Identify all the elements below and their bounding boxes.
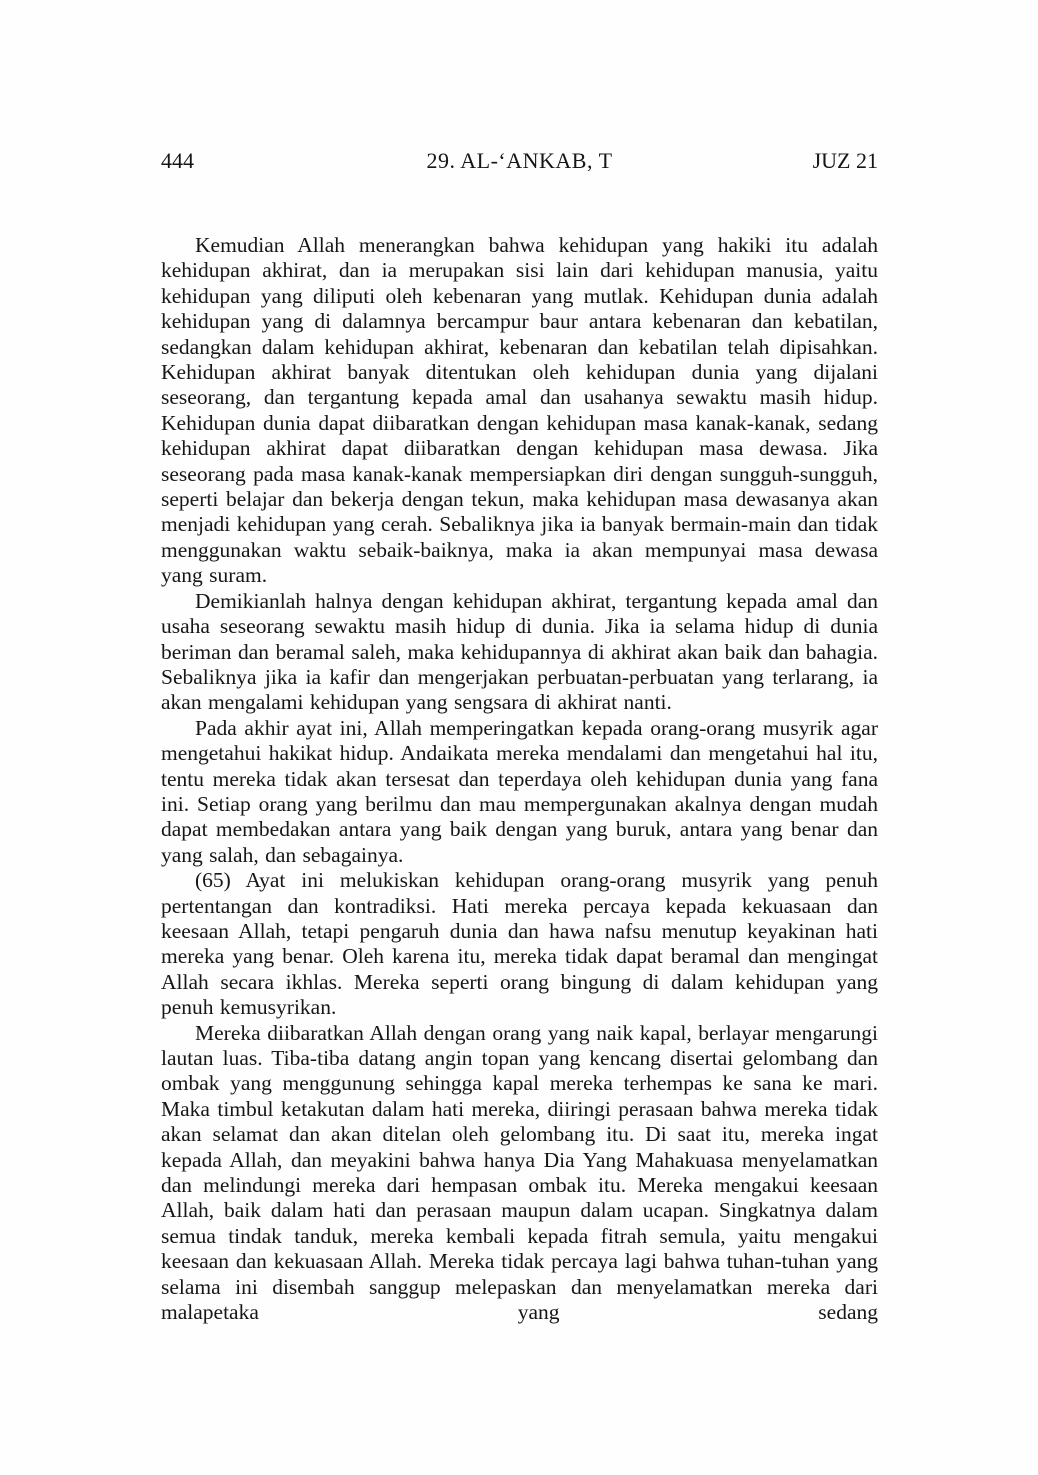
juz-label: JUZ 21: [812, 148, 878, 173]
page-header: [161, 148, 878, 173]
paragraph: Kemudian Allah menerangkan bahwa kehidupan yang hakiki itu adalah kehidupan akhirat, dan ia merupakan sisi lain dari kehidupan manusia, yaitu kehidupan yang diliputi oleh kebenaran yang mutlak. Kehidupan dunia adalah kehidupan yang di dalamnya bercampur baur antara kebenaran dan kebatilan, sedangkan dalam kehidupan akhirat, kebenaran dan kebatilan telah dipisahkan. Kehidupan akhirat banyak ditentukan oleh kehidupan dunia yang dijalani seseorang, dan tergantung kepada amal dan usahanya sewaktu masih hidup. Kehidupan dunia dapat diibaratkan dengan kehidupan masa kanak-kanak, sedang kehidupan akhirat dapat diibaratkan dengan kehidupan masa dewasa. Jika seseorang pada masa kanak-kanak mempersiapkan diri dengan sungguh-sungguh, seperti belajar dan bekerja dengan tekun, maka kehidupan masa dewasanya akan menjadi kehidupan yang cerah. Sebaliknya jika ia banyak bermain-main dan tidak menggunakan waktu sebaik-baiknya, maka ia akan mempunyai masa dewasa yang suram.: [161, 233, 878, 588]
chapter-title: 29. AL-‘ANKAB, T: [426, 148, 613, 173]
page-number: 444: [161, 148, 194, 173]
paragraph: Mereka diibaratkan Allah dengan orang yang naik kapal, berlayar mengarungi lautan luas. Tiba-tiba datang angin topan yang kencang disertai gelombang dan ombak yang menggunung sehingga kapal mereka terhempas ke sana ke mari. Maka timbul ketakutan dalam hati mereka, diiringi perasaan bahwa mereka tidak akan selamat dan akan ditelan oleh gelombang itu. Di saat itu, mereka ingat kepada Allah, dan meyakini bahwa hanya Dia Yang Mahakuasa menyelamatkan dan melindungi mereka dari hempasan ombak itu. Mereka mengakui keesaan Allah, baik dalam hati dan perasaan maupun dalam ucapan. Singkatnya dalam semua tindak tanduk, mereka kembali kepada fitrah semula, yaitu mengakui keesaan dan kekuasaan Allah. Mereka tidak percaya lagi bahwa tuhan-tuhan yang selama ini disembah sanggup melepaskan dan menyelamatkan mereka dari malapetaka yang sedang: [161, 1020, 878, 1325]
paragraph: Demikianlah halnya dengan kehidupan akhirat, tergantung kepada amal dan usaha seseorang sewaktu masih hidup di dunia. Jika ia selama hidup di dunia beriman dan beramal saleh, maka kehidupannya di akhirat akan baik dan bahagia. Sebaliknya jika ia kafir dan mengerjakan perbuatan-perbuatan yang terlarang, ia akan mengalami kehidupan yang sengsara di akhirat nanti.: [161, 588, 878, 715]
paragraph: (65) Ayat ini melukiskan kehidupan orang-orang musyrik yang penuh pertentangan dan kontradiksi. Hati mereka percaya kepada kekuasaan dan keesaan Allah, tetapi pengaruh dunia dan hawa nafsu menutup keyakinan hati mereka yang benar. Oleh karena itu, mereka tidak dapat beramal dan mengingat Allah secara ikhlas. Mereka seperti orang bingung di dalam kehidupan yang penuh kemusyrikan.: [161, 868, 878, 1020]
page-body: [161, 233, 878, 1325]
paragraph: Pada akhir ayat ini, Allah memperingatkan kepada orang-orang musyrik agar mengetahui hakikat hidup. Andaikata mereka mendalami dan mengetahui hal itu, tentu mereka tidak akan tersesat dan teperdaya oleh kehidupan dunia yang fana ini. Setiap orang yang berilmu dan mau mempergunakan akalnya dengan mudah dapat membedakan antara yang baik dengan yang buruk, antara yang benar dan yang salah, dan sebagainya.: [161, 715, 878, 867]
